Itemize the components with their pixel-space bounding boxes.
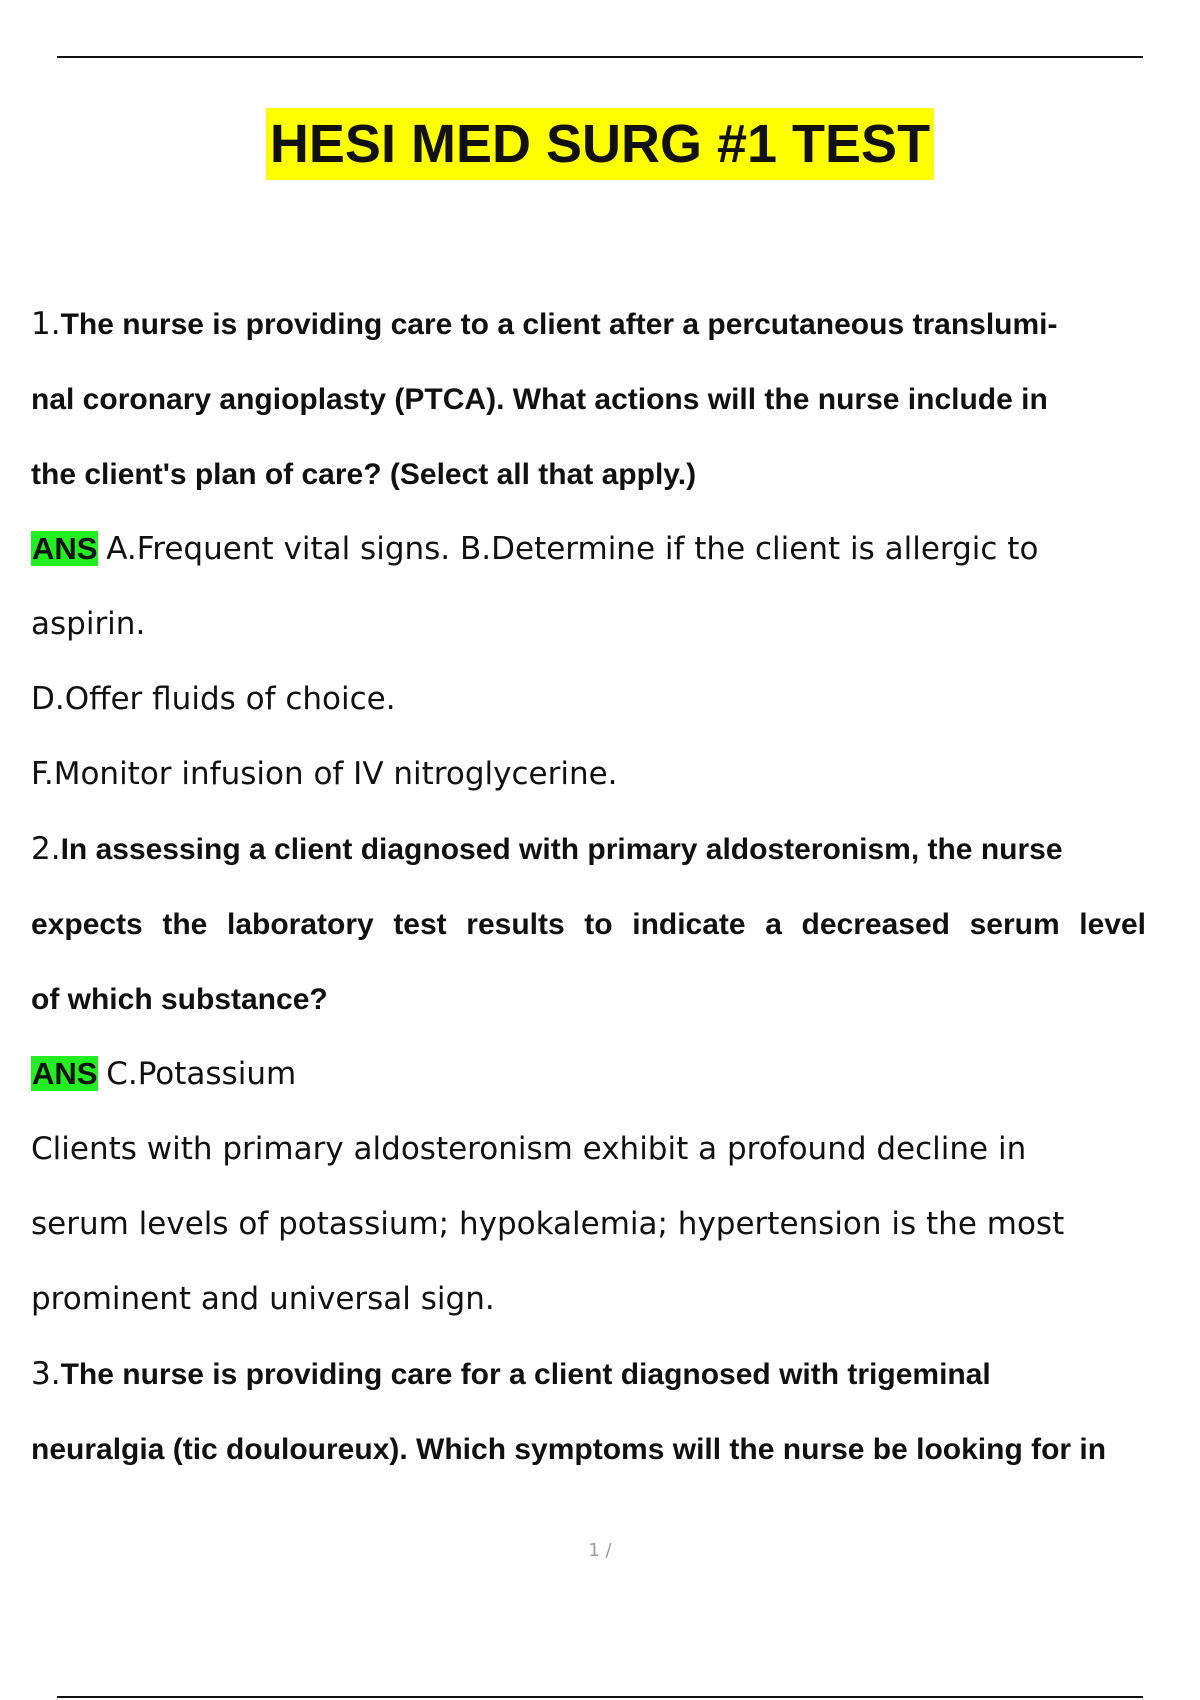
answer-label: ANS: [32, 1056, 98, 1091]
top-rule: [57, 56, 1143, 58]
question-2-line-1: [31, 811, 1191, 886]
document-title: HESI MED SURG #1 TEST: [266, 108, 934, 180]
answer-1-line-3: [31, 661, 1191, 736]
explanation-2-text-line-2: serum levels of potassium; hypokalemia; hypertension is the most: [31, 1206, 1065, 1242]
question-3-line-2: [31, 1411, 1191, 1486]
question-2-number: 2.: [31, 831, 61, 867]
bottom-rule: [57, 1696, 1143, 1698]
explanation-2-line-1: [31, 1111, 1191, 1186]
answer-2-text-line-1: C.Potassium: [106, 1056, 297, 1092]
answer-1-text-line-1: A.Frequent vital signs. B.Determine if the client is allergic to: [106, 531, 1039, 567]
explanation-2-line-3: [31, 1261, 1191, 1336]
answer-1-text-line-3: D.Offer fluids of choice.: [31, 681, 396, 717]
explanation-2-line-2: [31, 1186, 1191, 1261]
explanation-2-text-line-3: prominent and universal sign.: [31, 1281, 495, 1317]
question-1-text-line-2: nal coronary angioplasty (PTCA). What actions will the nurse include in: [31, 383, 1048, 416]
question-1-text-line-3: the client's plan of care? (Select all that apply.): [31, 458, 697, 491]
answer-1-line-4: [31, 736, 1191, 811]
answer-2-line-1: [31, 1036, 1191, 1111]
question-1-number: 1.: [31, 306, 61, 342]
question-1-line-1: [31, 286, 1191, 361]
question-2-text-line-2: expects the laboratory test results to indicate a decreased serum level: [31, 908, 1146, 941]
question-3-number: 3.: [31, 1356, 61, 1392]
question-1-text-line-1: The nurse is providing care to a client after a percutaneous translumi-: [60, 308, 1058, 341]
question-1-line-3: [31, 436, 1191, 511]
answer-1-text-line-4: F.Monitor infusion of IV nitroglycerine.: [31, 756, 618, 792]
question-list: [31, 286, 1191, 1486]
question-2-line-3: [31, 961, 1191, 1036]
answer-1-line-2: [31, 586, 1191, 661]
answer-label: ANS: [32, 531, 98, 566]
title-wrap: [0, 108, 1200, 180]
question-2-line-2: [31, 886, 1191, 961]
page-number: 1 /: [588, 1540, 612, 1561]
question-2-text-line-1: In assessing a client diagnosed with primary aldosteronism, the nurse: [60, 833, 1063, 866]
explanation-2-text-line-1: Clients with primary aldosteronism exhibit a profound decline in: [31, 1131, 1027, 1167]
question-3-text-line-2: neuralgia (tic douloureux). Which symptoms will the nurse be looking for in: [31, 1433, 1107, 1466]
answer-1-line-1: [31, 511, 1191, 586]
answer-1-text-line-2: aspirin.: [31, 606, 146, 642]
question-3-text-line-1: The nurse is providing care for a client diagnosed with trigeminal: [60, 1358, 991, 1391]
question-1-line-2: [31, 361, 1191, 436]
question-2-text-line-3: of which substance?: [31, 983, 328, 1016]
question-3-line-1: [31, 1336, 1191, 1411]
